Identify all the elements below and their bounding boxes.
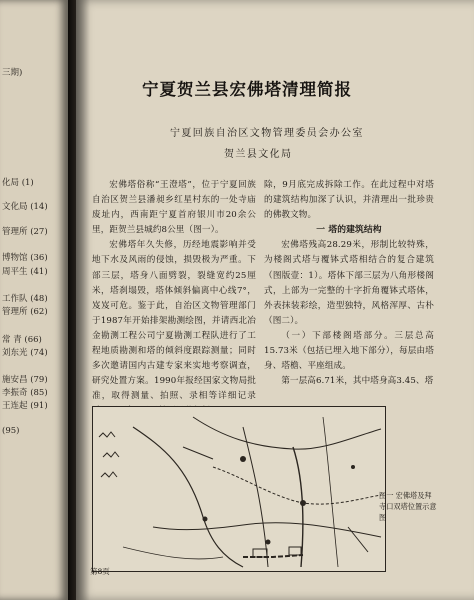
adjacent-line: 管理所 (27) bbox=[2, 227, 48, 237]
article-title: 宁夏贺兰县宏佛塔清理简报 bbox=[142, 80, 352, 99]
adjacent-line: 文化局 (14) bbox=[2, 202, 48, 212]
location-map bbox=[92, 406, 386, 572]
adjacent-line: (95) bbox=[2, 426, 20, 436]
adjacent-line: 王连起 (91) bbox=[2, 401, 48, 411]
paragraph: 宏佛塔年久失修，历经地震影响并受地下水及风雨的侵蚀，损毁极为严重。下部三层，塔身八面劈裂，裂缝宽约25厘米，塔刹塌毁，塔体倾斜偏离中心线7°，岌岌可危。鉴于此，自治区文物管理部门于1987年开始排架勘测绘图，并请西北冶金勘测工程公司宁夏勘测工程队进行了工程地质勘测和塔的倾斜度跟踪测量；同时多次邀请国内古建专家来实地考察调查，研究处置方案。1990年报经国家文物局批准，取得测量、拍照、录相等详细记录 bbox=[92, 240, 256, 402]
adjacent-line: 博物馆 (36) bbox=[2, 253, 48, 263]
paragraph: 第一层高6.71米，其中塔身高3.45、塔 bbox=[281, 376, 434, 387]
adjacent-line: 化局 (1) bbox=[2, 178, 34, 188]
adjacent-line: 工作队 (48) bbox=[2, 294, 48, 304]
author-county: 贺兰县文化局 bbox=[224, 149, 293, 160]
adjacent-page bbox=[0, 0, 68, 600]
article-page bbox=[76, 0, 474, 600]
paragraph: 宏佛塔俗称“王澄塔”，位于宁夏回族自治区贺兰县潘昶乡红星村东的一处寺庙废址内，西南距宁夏首府银川市20余公里，距贺兰县城约8公里（图一）。 bbox=[92, 180, 256, 236]
page-number: 第8页 bbox=[90, 567, 110, 576]
map-drawing bbox=[93, 407, 385, 571]
right-column bbox=[264, 178, 434, 389]
adjacent-line: 管理所 (62) bbox=[2, 307, 48, 317]
adjacent-line: 施安昌 (79) bbox=[2, 375, 48, 385]
author-organization: 宁夏回族自治区文物管理委员会办公室 bbox=[170, 128, 364, 139]
adjacent-line: 三期) bbox=[2, 68, 23, 78]
map-caption: 图一 宏佛塔及拜寺口双塔位置示意图 bbox=[379, 491, 437, 522]
left-column bbox=[92, 178, 256, 420]
paragraph: 宏佛塔残高28.29米，形制比较特殊，为楼阁式塔与覆钵式塔相结合的复合建筑（图版壹：1）。塔体下部三层为八角形楼阁式，上部为一完整的十字折角覆钵式塔体，外表抹装彩绘，造型独特，风格浑厚、古朴（图二）。 bbox=[264, 240, 434, 326]
adjacent-line: 李振奇 (85) bbox=[2, 388, 48, 398]
adjacent-line: 周平生 (41) bbox=[2, 267, 48, 277]
section-heading: 一 塔的建筑结构 bbox=[316, 225, 382, 236]
paragraph: 除，9月底完成拆除工作。在此过程中对塔的建筑结构加深了认识，并清理出一批珍贵的佛教文物。 bbox=[264, 180, 434, 221]
adjacent-line: 常 青 (66) bbox=[2, 335, 42, 345]
adjacent-line: 刘东光 (74) bbox=[2, 348, 48, 358]
paragraph: （一）下部楼阁塔部分。三层总高15.73米（包括已埋入地下部分），每层由塔身、塔檐、平座组成。 bbox=[264, 330, 434, 372]
